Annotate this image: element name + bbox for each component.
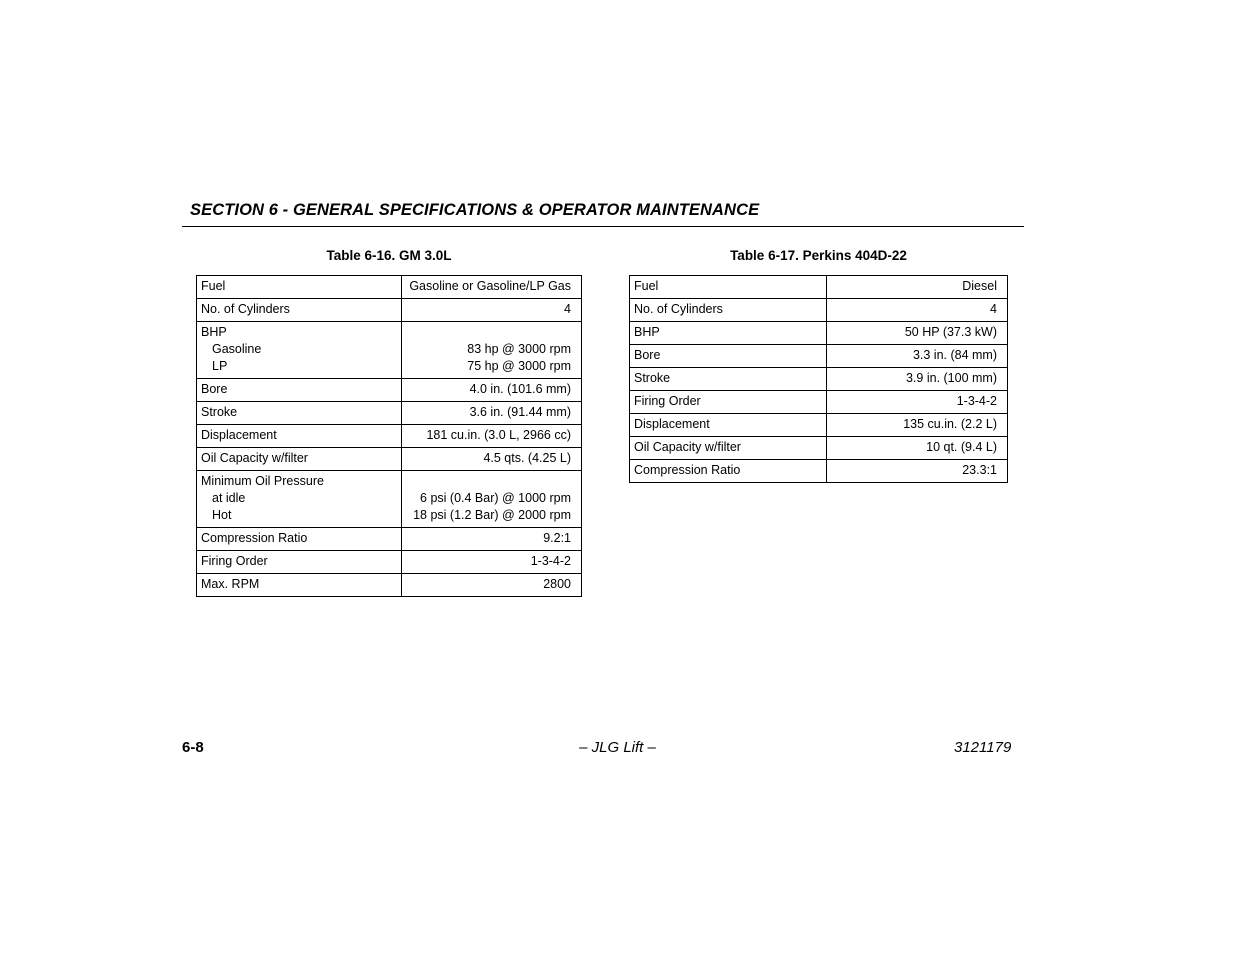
spec-value: 50 HP (37.3 kW) — [904, 325, 997, 339]
spec-label: Oil Capacity w/filter — [634, 440, 741, 454]
spec-label: Compression Ratio — [634, 463, 741, 477]
footer-center-text: – JLG Lift – — [579, 739, 656, 756]
table-row — [197, 276, 582, 299]
spec-label: Firing Order — [634, 394, 701, 408]
spec-label-cell — [630, 345, 827, 368]
spec-label: Displacement — [201, 428, 277, 442]
spec-label-cell — [197, 528, 402, 551]
spec-label: Minimum Oil Pressure — [201, 474, 324, 488]
spec-label-cell — [197, 402, 402, 425]
spec-value-cell — [827, 299, 1008, 322]
table2-caption: Table 6-17. Perkins 404D-22 — [730, 248, 907, 263]
spec-value-cell — [827, 345, 1008, 368]
spec-value-cell — [827, 437, 1008, 460]
spec-value-cell — [827, 276, 1008, 299]
spec-value-cell — [827, 368, 1008, 391]
spec-label: Compression Ratio — [201, 531, 308, 545]
table-row — [630, 368, 1008, 391]
spec-value-cell — [827, 460, 1008, 483]
table2-perkins-spec-table — [629, 275, 1008, 483]
spec-value — [406, 473, 571, 490]
spec-label: No. of Cylinders — [634, 302, 723, 316]
spec-label: Hot — [212, 508, 232, 522]
spec-value-cell — [827, 322, 1008, 345]
spec-label-cell — [197, 322, 402, 379]
spec-label-cell — [630, 276, 827, 299]
table-row — [197, 448, 582, 471]
spec-value: 135 cu.in. (2.2 L) — [903, 417, 997, 431]
table-row — [630, 345, 1008, 368]
table-row — [630, 391, 1008, 414]
spec-value-cell — [402, 528, 582, 551]
spec-value: 83 hp @ 3000 rpm — [467, 342, 571, 356]
spec-label: Fuel — [201, 279, 226, 293]
spec-value: 1-3-4-2 — [530, 554, 571, 568]
spec-label: Fuel — [634, 279, 659, 293]
table-row — [630, 299, 1008, 322]
spec-label: Stroke — [634, 371, 671, 385]
table-row — [197, 551, 582, 574]
spec-label-cell — [197, 551, 402, 574]
table-row — [630, 414, 1008, 437]
spec-value: 18 psi (1.2 Bar) @ 2000 rpm — [413, 508, 571, 522]
table1-caption: Table 6-16. GM 3.0L — [326, 248, 452, 263]
spec-value-cell — [402, 425, 582, 448]
table-row — [197, 528, 582, 551]
table-row — [197, 471, 582, 528]
spec-value-cell — [402, 551, 582, 574]
spec-label: Gasoline — [212, 342, 262, 356]
spec-value: Diesel — [962, 279, 997, 293]
spec-label: LP — [212, 359, 228, 373]
spec-value-cell — [402, 276, 582, 299]
spec-value: 3.9 in. (100 mm) — [905, 371, 997, 385]
spec-value-cell — [402, 471, 582, 528]
spec-label-cell — [197, 379, 402, 402]
spec-value: 4.5 qts. (4.25 L) — [483, 451, 571, 465]
spec-value: 2800 — [543, 577, 571, 591]
spec-label: Stroke — [201, 405, 238, 419]
spec-label: No. of Cylinders — [201, 302, 290, 316]
table2-body — [630, 276, 1008, 483]
spec-label-cell — [630, 322, 827, 345]
spec-value: 4 — [990, 302, 997, 316]
footer-doc-number: 3121179 — [954, 739, 1012, 756]
spec-label-cell — [197, 276, 402, 299]
spec-label-cell — [630, 460, 827, 483]
spec-label-cell — [197, 299, 402, 322]
spec-value-cell — [402, 574, 582, 597]
spec-label-cell — [197, 448, 402, 471]
table-row — [197, 379, 582, 402]
spec-value: 6 psi (0.4 Bar) @ 1000 rpm — [420, 491, 571, 505]
spec-label: Displacement — [634, 417, 710, 431]
spec-value-cell — [402, 448, 582, 471]
spec-label: Firing Order — [201, 554, 268, 568]
spec-label: Oil Capacity w/filter — [201, 451, 308, 465]
table-row — [630, 460, 1008, 483]
spec-label-cell — [630, 368, 827, 391]
spec-value: 3.6 in. (91.44 mm) — [469, 405, 571, 419]
table-row — [197, 425, 582, 448]
spec-value: 181 cu.in. (3.0 L, 2966 cc) — [426, 428, 571, 442]
table1-body — [197, 276, 582, 597]
spec-value: 9.2:1 — [543, 531, 571, 545]
table-row — [630, 437, 1008, 460]
footer-page-number: 6-8 — [182, 739, 204, 756]
spec-label: at idle — [212, 491, 246, 505]
spec-value-cell — [827, 391, 1008, 414]
spec-value: 4 — [564, 302, 571, 316]
spec-value-cell — [402, 379, 582, 402]
spec-label-cell — [630, 391, 827, 414]
spec-value: 3.3 in. (84 mm) — [912, 348, 997, 362]
spec-value: Gasoline or Gasoline/LP Gas — [409, 279, 571, 293]
table1-gm-spec-table — [196, 275, 582, 597]
spec-value-cell — [402, 299, 582, 322]
spec-label-cell — [630, 437, 827, 460]
spec-value-cell — [402, 322, 582, 379]
spec-value: 1-3-4-2 — [956, 394, 997, 408]
spec-label: Bore — [634, 348, 661, 362]
spec-label-cell — [630, 299, 827, 322]
spec-value-cell — [402, 402, 582, 425]
section-divider — [182, 226, 1024, 227]
spec-label: BHP — [201, 325, 227, 339]
spec-value: 4.0 in. (101.6 mm) — [469, 382, 571, 396]
spec-value: 23.3:1 — [962, 463, 997, 477]
spec-value-cell — [827, 414, 1008, 437]
spec-value — [406, 324, 571, 341]
spec-label-cell — [630, 414, 827, 437]
spec-label: Max. RPM — [201, 577, 260, 591]
table-row — [197, 402, 582, 425]
section-title: SECTION 6 - GENERAL SPECIFICATIONS & OPERATOR MAINTENANCE — [190, 201, 760, 219]
table-row — [630, 276, 1008, 299]
spec-label-cell — [197, 471, 402, 528]
spec-label-cell — [197, 574, 402, 597]
table-row — [630, 322, 1008, 345]
table-row — [197, 299, 582, 322]
table-row — [197, 574, 582, 597]
spec-label: Bore — [201, 382, 228, 396]
spec-label: BHP — [634, 325, 660, 339]
table-row — [197, 322, 582, 379]
spec-value: 10 qt. (9.4 L) — [926, 440, 997, 454]
spec-value: 75 hp @ 3000 rpm — [467, 359, 571, 373]
spec-label-cell — [197, 425, 402, 448]
